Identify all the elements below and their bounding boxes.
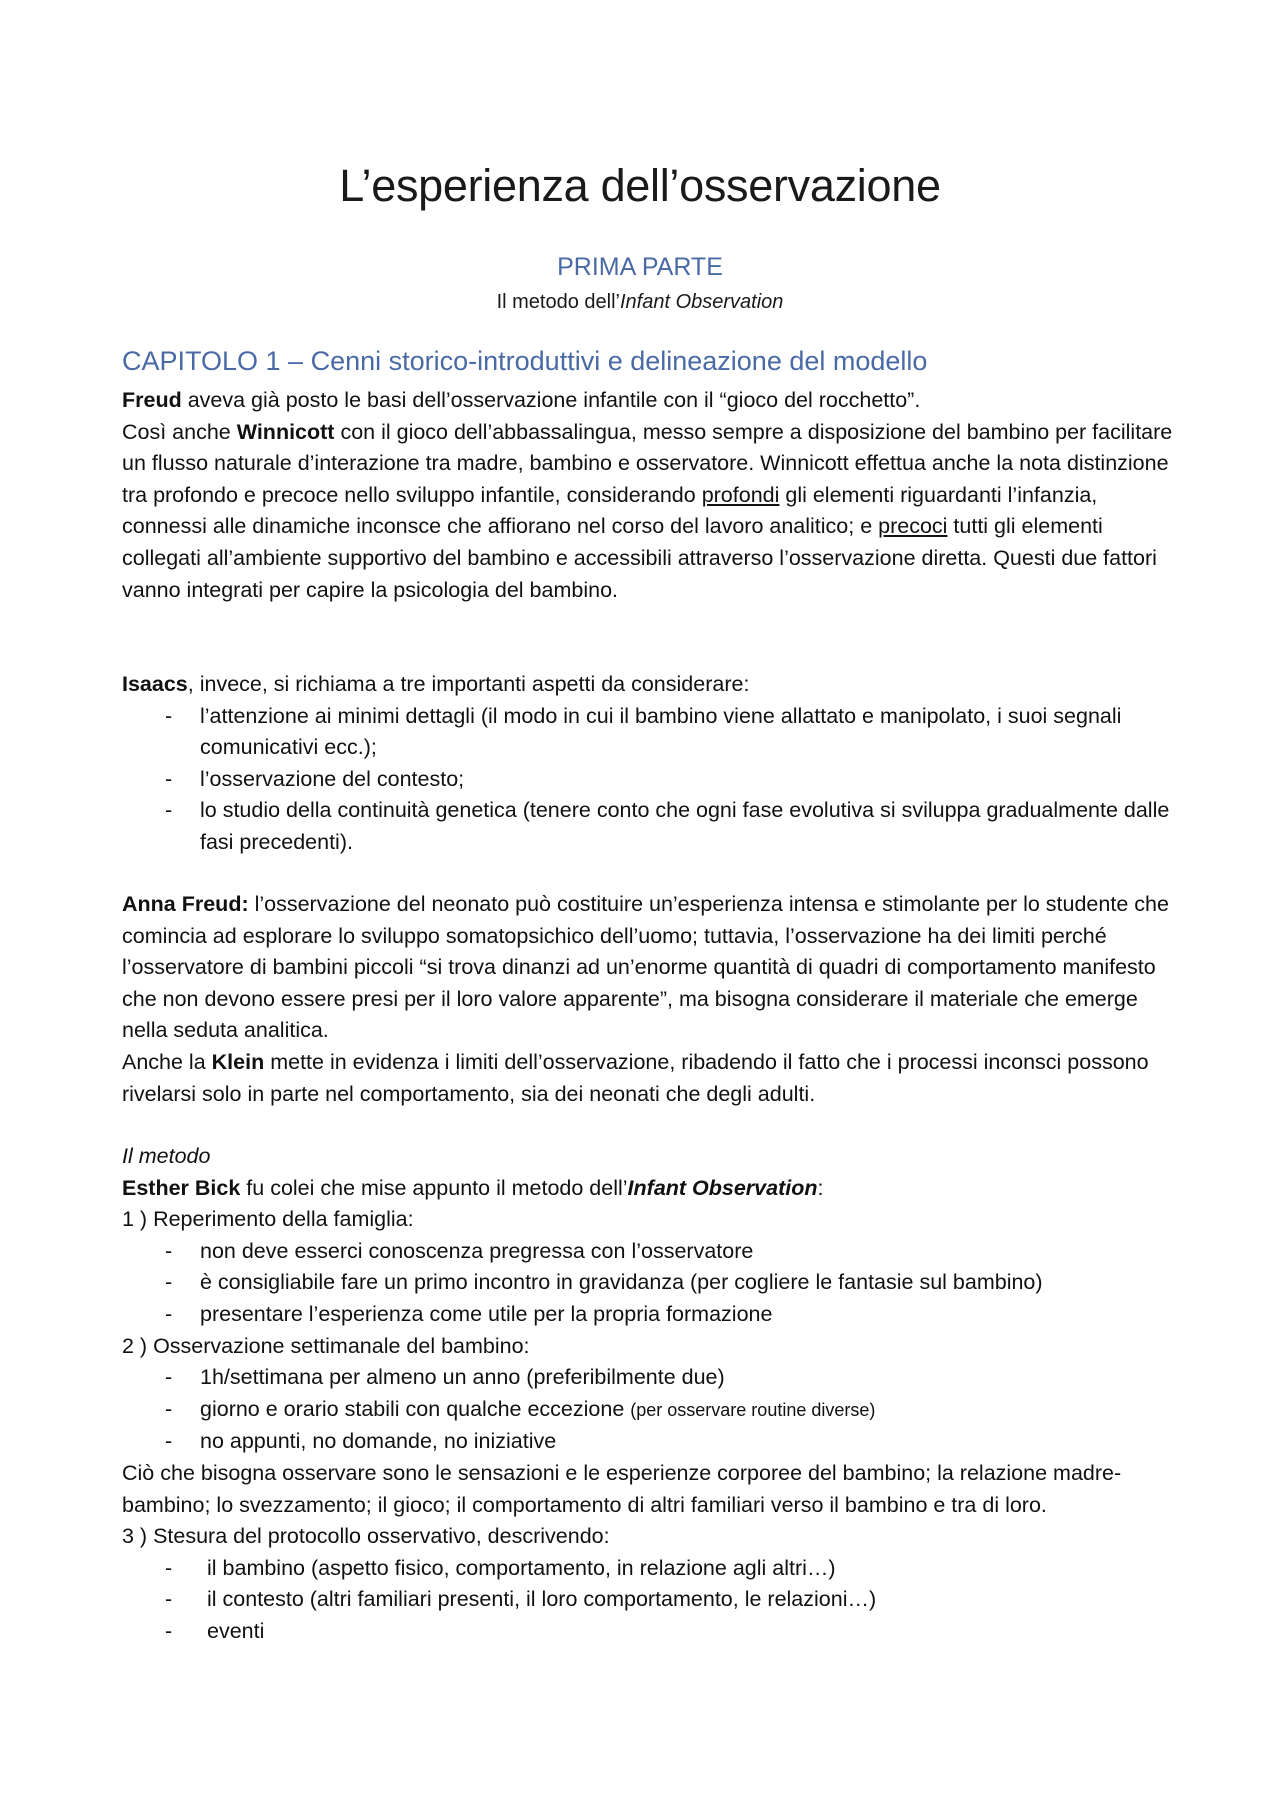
list-item-main: giorno e orario stabili con qualche eccezione [200,1396,631,1421]
list-item: - presentare l’esperienza come utile per la propria formazione [122,1299,1182,1331]
subtitle-italic: Infant Observation [619,291,784,313]
freud-text: aveva già posto le basi dell’osservazione infantile con il “gioco del rocchetto”. [181,388,921,412]
klein-name: Klein [211,1049,265,1074]
isaacs-name: Isaacs [122,672,188,696]
list-item: - è consigliabile fare un primo incontro in gravidanza (per cogliere le fantasie sul bambino) [122,1267,1182,1299]
subtitle-prefix: Il metodo dell’ [496,291,620,313]
bick-italic: Infant Observation [627,1175,818,1200]
list-item: - l’attenzione ai minimi dettagli (il modo in cui il bambino viene allattato e manipolato, i suoi segnali comunicativi ecc.); [122,701,1182,764]
list-item: - lo studio della continuità genetica (tenere conto che ogni fase evolutiva si sviluppa gradualmente dalle fasi precedenti). [122,795,1182,858]
isaacs-section [122,669,1182,859]
method-heading-text: Il metodo [122,1144,211,1168]
step-3-list [122,1553,1182,1648]
step-2-list [122,1362,1182,1458]
bick-paragraph [122,1173,1182,1205]
freud-name: Freud [122,388,182,412]
winnicott-text-1: con il gioco dell’abbassalingua, messo sempre a disposizione del bambino per facilitare un flusso naturale d’interazione tra madre, bambino e osservatore. Winnicott effettua anche la nota distinzione tra profondo e precoce nello sviluppo infantile, considerando [122,419,1173,507]
list-item: - non deve esserci conoscenza pregressa con l’osservatore [122,1236,1182,1268]
step-3-label: 3 ) Stesura del protocollo osservativo, descrivendo: [122,1524,610,1549]
bick-text: fu colei che mise appunto il metodo dell’ [240,1175,628,1200]
klein-lead: Anche la [122,1049,212,1074]
anna-freud-name: Anna Freud: [122,892,249,916]
list-item: - il bambino (aspetto fisico, comportamento, in relazione agli altri…) [122,1553,1182,1585]
method-heading [122,1141,1182,1173]
anna-freud-section [122,889,1182,1110]
list-item: - l’osservazione del contesto; [122,764,1182,796]
observe-paragraph: Ciò che bisogna osservare sono le sensazioni e le esperienze corporee del bambino; la relazione madre-bambino; lo svezzamento; il gioco; il comportamento di altri familiari verso il bambino e tra di loro. [122,1460,1122,1517]
winnicott-text-2: gli elementi riguardanti l’infanzia, connessi alle dinamiche inconsce che affiorano nel corso del lavoro analitico; e [122,482,1098,539]
bick-end: : [817,1175,824,1200]
anna-freud-text: l’osservazione del neonato può costituire un’esperienza intensa e stimolante per lo studente che comincia ad esplorare lo sviluppo somatopsichico dell’uomo; tuttavia, l’osservazione ha dei limiti perché l’osservatore di bambini piccoli “si trova dinanzi ad un’enorme quantità di quadri di comportamento manifesto che non devono essere presi per il loro valore apparente”, ma bisogna considerare il materiale che emerge nella seduta analitica. [122,892,1169,1043]
list-item [122,1394,1182,1427]
term-profondi: profondi [701,482,780,507]
isaacs-paragraph [122,669,1182,701]
list-item: - no appunti, no domande, no iniziative [122,1426,1182,1458]
list-item: - eventi [122,1616,1182,1648]
freud-paragraph [122,385,1182,417]
step-1-list [122,1236,1182,1331]
step-2-label: 2 ) Osservazione settimanale del bambino: [122,1333,530,1358]
winnicott-text-3: tutti gli elementi collegati all’ambiente supportivo del bambino e accessibili attraverso l’osservazione diretta. Questi due fattori vanno integrati per capire la psicologia del bambino. [122,514,1157,602]
winnicott-name: Winnicott [236,419,335,444]
bick-name: Esther Bick [122,1175,241,1200]
isaacs-text: , invece, si richiama a tre importanti aspetti da considerare: [187,672,750,696]
intro-section [122,385,1182,606]
method-section [122,1141,1182,1648]
page-title: L’esperienza dell’osservazione [339,160,941,211]
list-item: - 1h/settimana per almeno un anno (preferibilmente due) [122,1362,1182,1394]
klein-text: mette in evidenza i limiti dell’osservazione, ribadendo il fatto che i processi inconsci possono rivelarsi solo in parte nel comportamento, sia dei neonati che degli adulti. [122,1049,1149,1106]
winnicott-lead: Così anche [122,419,237,444]
isaacs-list [122,701,1182,859]
list-item-note: (per osservare routine diverse) [630,1399,876,1420]
klein-paragraph [122,1047,1182,1110]
winnicott-paragraph [122,417,1182,607]
part-heading: PRIMA PARTE [557,253,723,281]
list-item: - il contesto (altri familiari presenti, il loro comportamento, le relazioni…) [122,1584,1182,1616]
step-1-label: 1 ) Reperimento della famiglia: [122,1207,414,1232]
term-precoci: precoci [878,514,948,539]
chapter-heading: CAPITOLO 1 – Cenni storico-introduttivi e delineazione del modello [122,346,928,376]
part-subtitle [0,291,1280,314]
anna-freud-paragraph [122,889,1182,1047]
